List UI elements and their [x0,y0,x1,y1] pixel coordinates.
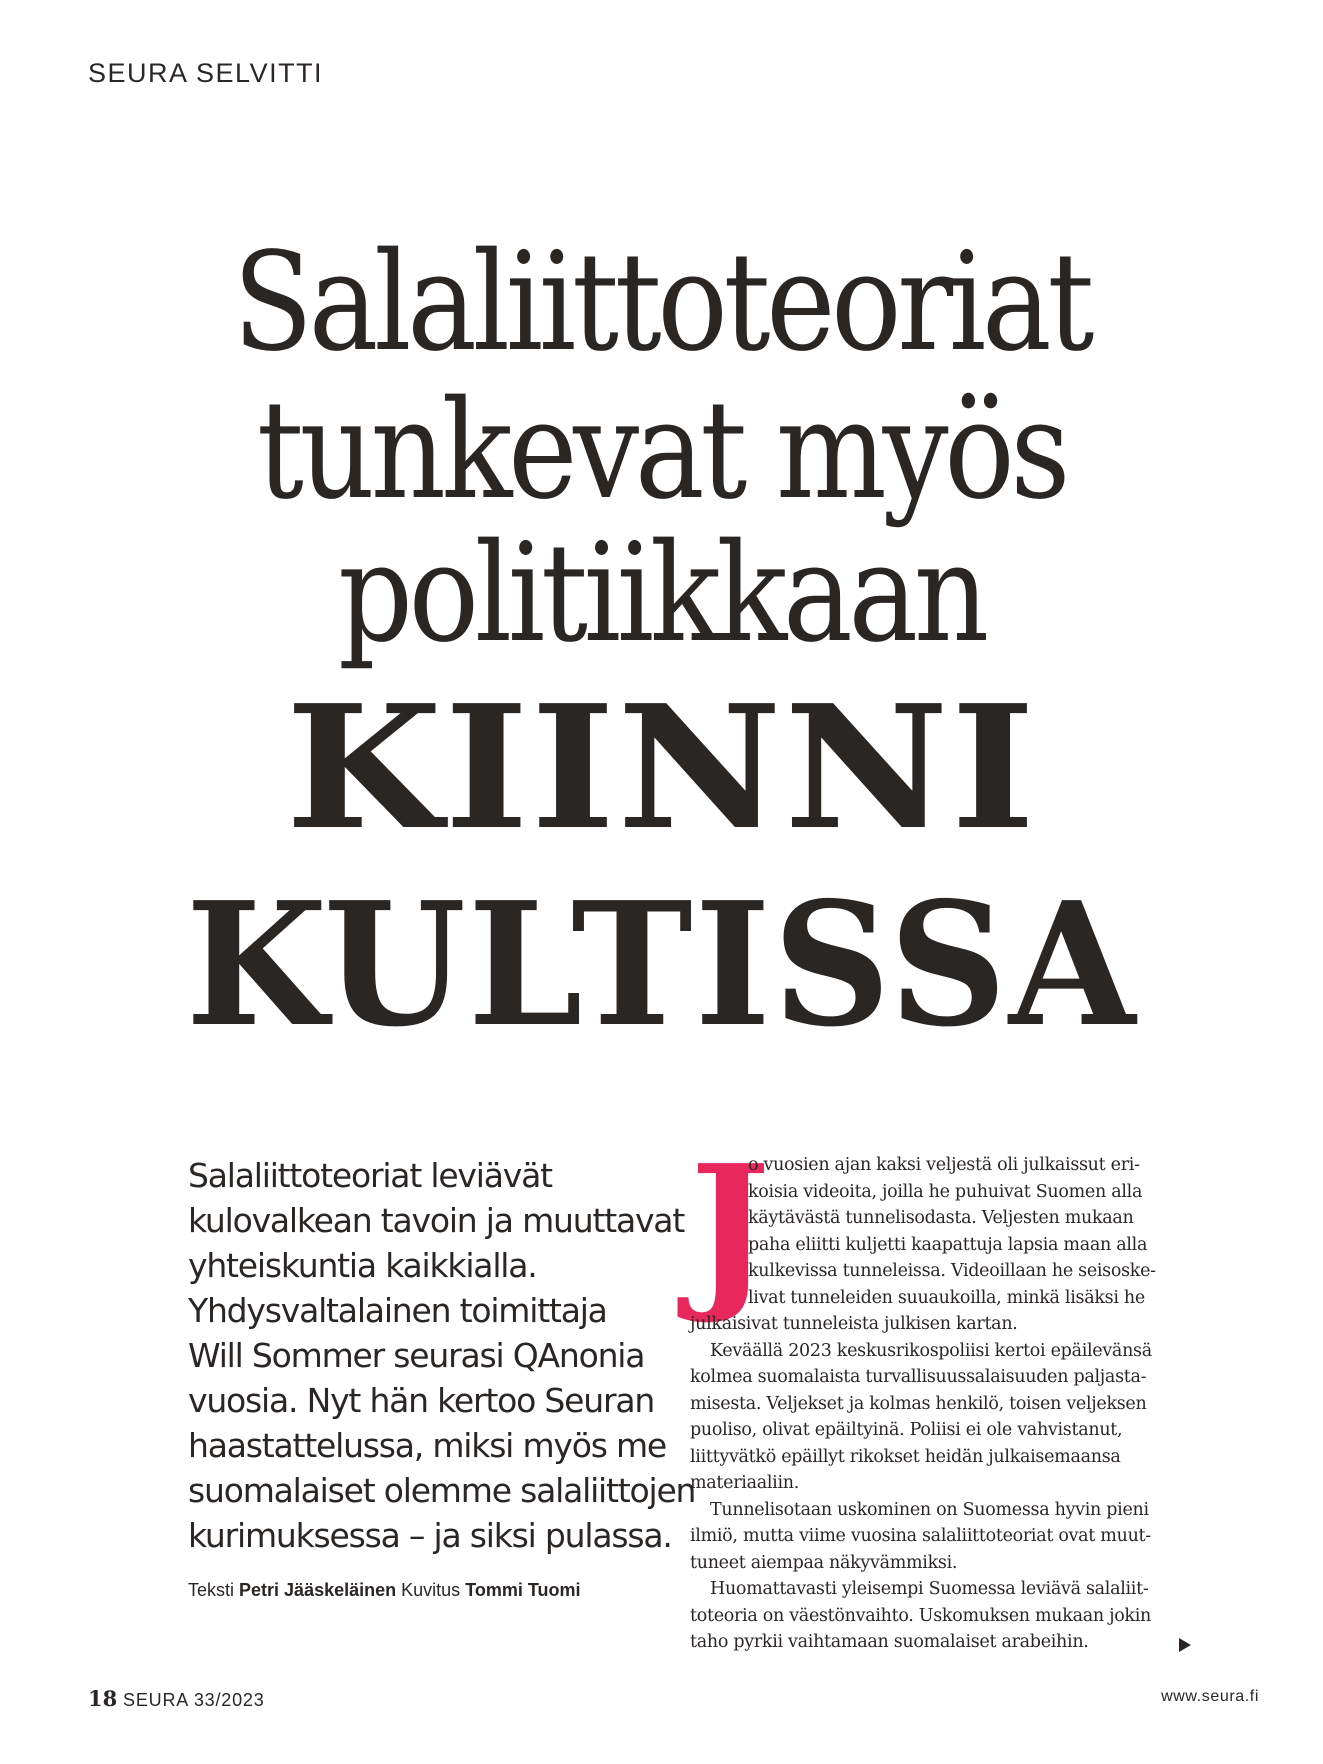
body-line: tuneet aiempaa näkyvämmiksi. [690,1552,958,1573]
body-text [690,1152,1160,1656]
lead-line: Salaliittoteoriat leviävät [188,1156,552,1195]
continue-arrow-icon [1179,1638,1191,1652]
body-line: kolmea suomalaista turvallisuussalaisuuden paljasta- [690,1367,1147,1387]
lead-line: kulovalkean tavoin ja muuttavat [188,1201,685,1240]
lead-line: Will Sommer seurasi QAnonia [188,1336,645,1375]
page-number: 18 [88,1686,118,1711]
lead-line: vuosia. Nyt hän kertoo Seuran [188,1381,655,1420]
body-line: toteoria on väestönvaihto. Uskomuksen mukaan jokin [690,1605,1152,1626]
lead-line: Yhdysvaltalainen toimittaja [188,1291,607,1330]
body-line: Keväällä 2023 keskusrikospoliisi kertoi epäilevänsä [710,1340,1152,1361]
drop-cap: J [690,1128,771,1328]
body-line: Huomattavasti yleisempi Suomessa leviävä salaliit- [710,1579,1149,1599]
credits-text-label: Teksti [188,1580,235,1600]
headline-bold-line-1: KIINNI [285,668,1038,868]
footer-url: www.seura.fi [1161,1688,1259,1705]
body-line: kulkevissa tunneleissa. Videoillaan he seisoske- [748,1261,1156,1281]
body-line: taho pyrkii vaihtamaan suomalaiset arabeihin. [690,1632,1089,1652]
body-line: käytävästä tunnelisodasta. Veljesten mukaan [748,1208,1134,1228]
lead-paragraph [188,1153,696,1558]
footer-issue [88,1686,265,1711]
headline-line-2: tunkevat myös [256,372,1067,530]
credits-illustration-label: Kuvitus [401,1580,461,1600]
body-line: liittyvätkö epäillyt rikokset heidän julkaisemaansa [690,1446,1121,1467]
body-line: paha eliitti kuljetti kaapattuja lapsia maan alla [748,1234,1148,1255]
section-label: SEURA SELVITTI [88,58,324,88]
body-line: puoliso, olivat epäiltyinä. Poliisi ei ole vahvistanut, [690,1420,1123,1440]
body-line: livat tunneleiden suuaukoilla, minkä lisäksi he [748,1287,1145,1308]
credits [188,1580,581,1601]
body-line: misesta. Veljekset ja kolmas henkilö, toisen veljeksen [690,1393,1147,1414]
body-line: o vuosien ajan kaksi veljestä oli julkaissut eri- [748,1155,1140,1175]
headline-bold-line-2: KULTISSA [185,865,1138,1065]
body-line: materiaaliin. [690,1473,799,1493]
issue-label: SEURA 33/2023 [123,1690,265,1710]
lead-line: haastattelussa, miksi myös me [188,1426,667,1465]
body-line: ilmiö, mutta viime vuosina salaliittoteoriat ovat muut- [690,1526,1151,1546]
body-line: Tunnelisotaan uskominen on Suomessa hyvin pieni [710,1499,1149,1520]
body-line: koisia videoita, joilla he puhuivat Suomen alla [748,1181,1143,1202]
credits-text-author: Petri Jääskeläinen [239,1580,397,1600]
lead-line: suomalaiset olemme salaliittojen [188,1471,696,1510]
lead-line: yhteiskuntia kaikkialla. [188,1246,537,1285]
credits-illustration-author: Tommi Tuomi [465,1580,581,1600]
headline-line-3: politiikkaan [338,515,985,673]
headline-line-1: Salaliittoteoriat [232,224,1091,382]
body-line: julkaisivat tunneleista julkisen kartan. [690,1314,1018,1334]
lead-line: kurimuksessa – ja siksi pulassa. [188,1516,672,1555]
